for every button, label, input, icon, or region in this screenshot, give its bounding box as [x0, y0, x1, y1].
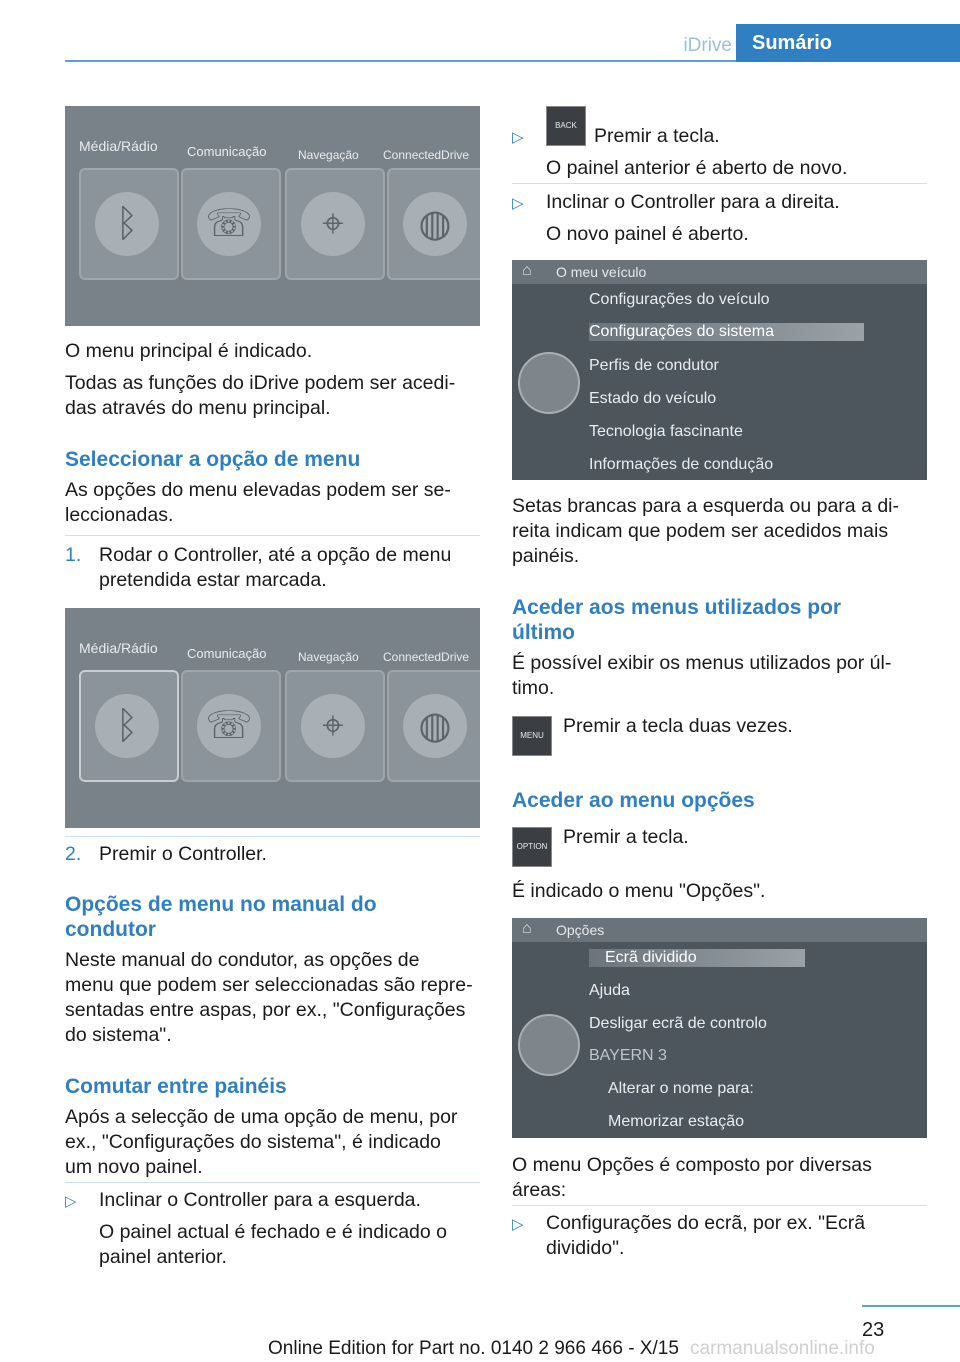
- tile-label: Navegação: [298, 650, 359, 664]
- divider: [65, 1182, 480, 1183]
- bullet-triangle-icon: ▷: [65, 1193, 77, 1210]
- communication-tile: [181, 670, 281, 782]
- paragraph: É possível exibir os menus utilizados por úl‐: [512, 652, 892, 674]
- paragraph: ex., "Configurações do sistema", é indicado: [65, 1131, 441, 1153]
- menu-item: Desligar ecrã de controlo: [589, 1015, 767, 1032]
- step-text: Rodar o Controller, até a opção de menu: [99, 544, 452, 566]
- menu-item-selected: Configurações do sistema: [589, 323, 864, 341]
- bullet-text: painel anterior.: [99, 1246, 227, 1268]
- phone-icon: ☏: [197, 694, 261, 758]
- bullet-text: O painel anterior é aberto de novo.: [546, 157, 848, 179]
- navigation-tile: [285, 168, 385, 280]
- media-tile: [79, 168, 179, 280]
- navigation-tile: [285, 670, 385, 782]
- tile-label: ConnectedDrive: [383, 650, 470, 664]
- paragraph: O menu Opções é composto por diversas: [512, 1154, 872, 1176]
- map-icon: ⌖: [301, 192, 365, 256]
- globe-icon: ◍: [403, 192, 467, 256]
- section-heading: Aceder aos menus utilizados por: [512, 596, 842, 619]
- communication-tile: [181, 168, 281, 280]
- section-heading: último: [512, 621, 575, 644]
- tile-label: Comunicação: [187, 144, 267, 159]
- page-number: 23: [862, 1319, 885, 1341]
- main-menu-screenshot-2: [65, 608, 480, 828]
- menu-item: Configurações do veículo: [589, 291, 770, 308]
- menu-item: BAYERN 3: [589, 1047, 667, 1064]
- paragraph: do sistema".: [65, 1024, 172, 1046]
- paragraph: painéis.: [512, 545, 580, 567]
- map-icon: ⌖: [301, 694, 365, 758]
- paragraph: Premir a tecla.: [563, 826, 689, 848]
- menu-item: Perfis de condutor: [589, 357, 719, 374]
- menu-item: Tecnologia fascinante: [589, 423, 743, 440]
- step-number: 2.: [65, 843, 82, 865]
- paragraph: áreas:: [512, 1179, 567, 1201]
- menu-title: O meu veículo: [556, 264, 647, 280]
- bullet-triangle-icon: ▷: [512, 195, 524, 212]
- paragraph: O menu principal é indicado.: [65, 340, 313, 362]
- step-text: pretendida estar marcada.: [99, 569, 327, 591]
- bullet-text: Inclinar o Controller para a esquerda.: [99, 1189, 421, 1211]
- vehicle-menu-screenshot: [512, 260, 927, 480]
- menu-item-selected: Ecrã dividido: [589, 949, 805, 967]
- footer-rule: [862, 1305, 960, 1307]
- tile-label: ConnectedDrive: [383, 148, 470, 162]
- divider: [65, 535, 480, 536]
- section-heading: condutor: [65, 918, 156, 941]
- paragraph: Premir a tecla duas vezes.: [563, 715, 793, 737]
- connecteddrive-tile: [387, 168, 480, 280]
- step-number: 1.: [65, 544, 82, 566]
- option-key-icon: OPTION: [512, 827, 552, 867]
- menu-item: Informações de condução: [589, 456, 774, 473]
- menu-item: Alterar o nome para:: [608, 1080, 754, 1097]
- paragraph: Setas brancas para a esquerda ou para a di‐: [512, 495, 900, 517]
- bullet-text: O painel actual é fechado e é indicado o: [99, 1221, 448, 1243]
- header-section: iDrive: [683, 35, 732, 56]
- section-heading: Seleccionar a opção de menu: [65, 448, 361, 471]
- bullet-text: O novo painel é aberto.: [546, 223, 749, 245]
- main-menu-screenshot: [65, 106, 480, 326]
- bullet-text: Premir a tecla.: [594, 125, 720, 147]
- paragraph: sentadas entre aspas, por ex., "Configurações: [65, 999, 466, 1021]
- home-icon: ⌂: [522, 920, 532, 937]
- watermark: carmanualsonline.info: [690, 1338, 875, 1359]
- paragraph: menu que podem ser seleccionadas são repre‐: [65, 974, 473, 996]
- connecteddrive-tile: [387, 670, 480, 782]
- controller-knob-icon: [518, 1014, 580, 1076]
- paragraph: das através do menu principal.: [65, 397, 331, 419]
- paragraph: Neste manual do condutor, as opções de: [65, 949, 420, 971]
- tile-label: Média/Rádio: [79, 138, 158, 154]
- paragraph: As opções do menu elevadas podem ser se‐: [65, 479, 451, 501]
- paragraph: reita indicam que podem ser acedidos mais: [512, 520, 889, 542]
- paragraph: Todas as funções do iDrive podem ser acedi‐: [65, 372, 456, 394]
- section-heading: Opções de menu no manual do: [65, 893, 377, 916]
- divider: [512, 1205, 927, 1206]
- header-tab-sumario[interactable]: Sumário: [736, 24, 960, 62]
- menu-item: Memorizar estação: [608, 1113, 745, 1130]
- menu-item: Estado do veículo: [589, 390, 717, 407]
- media-tile: [79, 670, 179, 782]
- tile-label: Comunicação: [187, 646, 267, 661]
- menu-item: Ajuda: [589, 982, 630, 999]
- paragraph: um novo painel.: [65, 1156, 203, 1178]
- footer-edition: Online Edition for Part no. 0140 2 966 466 - X/15: [268, 1338, 679, 1359]
- menu-key-icon: MENU: [512, 716, 552, 756]
- paragraph: leccionadas.: [65, 504, 174, 526]
- bullet-triangle-icon: ▷: [512, 1216, 524, 1233]
- bullet-text: dividido".: [546, 1237, 625, 1259]
- bullet-text: Configurações do ecrã, por ex. "Ecrã: [546, 1212, 866, 1234]
- paragraph: Após a selecção de uma opção de menu, por: [65, 1106, 458, 1128]
- tile-label: Navegação: [298, 148, 359, 162]
- paragraph: timo.: [512, 677, 555, 699]
- bullet-text: Inclinar o Controller para a direita.: [546, 191, 840, 213]
- options-menu-screenshot: [512, 918, 927, 1138]
- paragraph: É indicado o menu "Opções".: [512, 880, 766, 902]
- section-heading: Comutar entre painéis: [65, 1075, 287, 1098]
- divider: [512, 183, 927, 184]
- step-text: Premir o Controller.: [99, 843, 267, 865]
- bluetooth-icon: ᛒ: [95, 192, 159, 256]
- bluetooth-icon: ᛒ: [95, 694, 159, 758]
- back-key-icon: BACK: [546, 106, 586, 146]
- phone-icon: ☏: [197, 192, 261, 256]
- globe-icon: ◍: [403, 694, 467, 758]
- section-heading: Aceder ao menu opções: [512, 789, 755, 812]
- menu-title: Opções: [556, 922, 605, 938]
- home-icon: ⌂: [522, 262, 532, 279]
- bullet-triangle-icon: ▷: [512, 129, 524, 146]
- tile-label: Média/Rádio: [79, 640, 158, 656]
- controller-knob-icon: [518, 352, 580, 414]
- divider: [65, 836, 480, 837]
